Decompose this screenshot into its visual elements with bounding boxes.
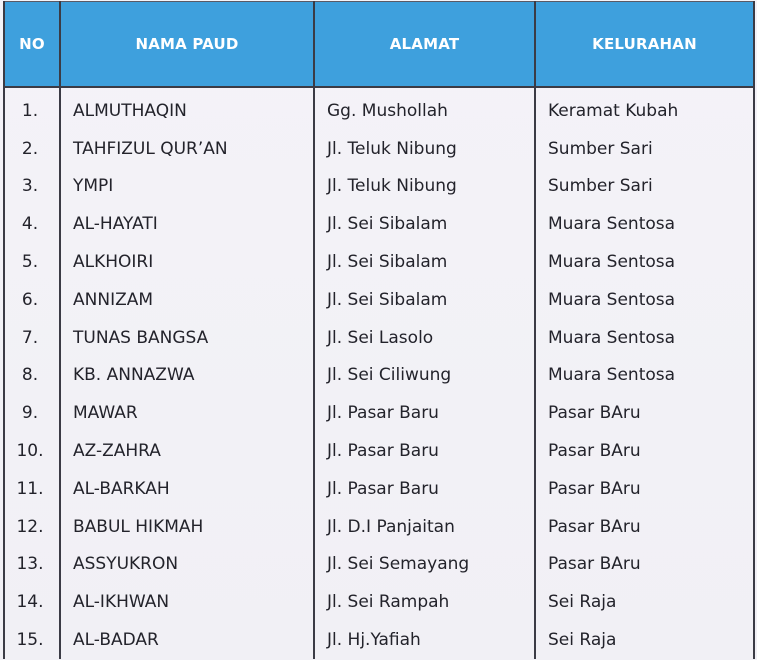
- nama-paud-cell: AL-BARKAH: [60, 470, 314, 508]
- table-header: [4, 2, 754, 88]
- row-number-cell: 5.: [4, 243, 60, 281]
- table-row: [4, 281, 754, 319]
- kelurahan-cell: Pasar BAru: [535, 394, 754, 432]
- kelurahan-cell: Pasar BAru: [535, 546, 754, 584]
- table-row: [4, 432, 754, 470]
- row-number-cell: 11.: [4, 470, 60, 508]
- row-number-cell: 8.: [4, 357, 60, 395]
- nama-paud-cell: TUNAS BANGSA: [60, 319, 314, 357]
- alamat-cell: Jl. Teluk Nibung: [314, 168, 535, 206]
- nama-paud-cell: KB. ANNAZWA: [60, 357, 314, 395]
- alamat-cell: Gg. Mushollah: [314, 87, 535, 130]
- alamat-cell: Jl. Sei Sibalam: [314, 243, 535, 281]
- nama-paud-cell: YMPI: [60, 168, 314, 206]
- alamat-cell: Jl. Pasar Baru: [314, 394, 535, 432]
- alamat-cell: Jl. D.I Panjaitan: [314, 508, 535, 546]
- header-nama-paud: NAMA PAUD: [60, 2, 314, 88]
- alamat-cell: Jl. Hj.Yafiah: [314, 621, 535, 659]
- header-alamat: ALAMAT: [314, 2, 535, 88]
- table-row: [4, 470, 754, 508]
- kelurahan-cell: Pasar BAru: [535, 508, 754, 546]
- table-row: [4, 87, 754, 130]
- alamat-cell: Jl. Sei Sibalam: [314, 205, 535, 243]
- nama-paud-cell: ALKHOIRI: [60, 243, 314, 281]
- alamat-cell: Jl. Sei Sibalam: [314, 281, 535, 319]
- row-number-cell: 3.: [4, 168, 60, 206]
- header-kelurahan: KELURAHAN: [535, 2, 754, 88]
- kelurahan-cell: Muara Sentosa: [535, 319, 754, 357]
- kelurahan-cell: Muara Sentosa: [535, 243, 754, 281]
- kelurahan-cell: Sumber Sari: [535, 130, 754, 168]
- table-row: [4, 130, 754, 168]
- alamat-cell: Jl. Pasar Baru: [314, 432, 535, 470]
- table-row: [4, 583, 754, 621]
- kelurahan-cell: Sumber Sari: [535, 168, 754, 206]
- table-row: [4, 319, 754, 357]
- nama-paud-cell: ANNIZAM: [60, 281, 314, 319]
- nama-paud-cell: TAHFIZUL QUR’AN: [60, 130, 314, 168]
- table-row: [4, 508, 754, 546]
- table-row: [4, 357, 754, 395]
- row-number-cell: 7.: [4, 319, 60, 357]
- nama-paud-cell: AL-BADAR: [60, 621, 314, 659]
- row-number-cell: 9.: [4, 394, 60, 432]
- nama-paud-cell: AZ-ZAHRA: [60, 432, 314, 470]
- header-no: NO: [4, 2, 60, 88]
- kelurahan-cell: Keramat Kubah: [535, 87, 754, 130]
- paud-table: [3, 1, 755, 659]
- table-row: [4, 621, 754, 659]
- row-number-cell: 15.: [4, 621, 60, 659]
- alamat-cell: Jl. Teluk Nibung: [314, 130, 535, 168]
- row-number-cell: 14.: [4, 583, 60, 621]
- table-row: [4, 546, 754, 584]
- table-row: [4, 168, 754, 206]
- kelurahan-cell: Muara Sentosa: [535, 281, 754, 319]
- nama-paud-cell: AL-HAYATI: [60, 205, 314, 243]
- table-row: [4, 394, 754, 432]
- row-number-cell: 1.: [4, 87, 60, 130]
- nama-paud-cell: MAWAR: [60, 394, 314, 432]
- row-number-cell: 12.: [4, 508, 60, 546]
- table-row: [4, 205, 754, 243]
- header-row: [4, 2, 754, 88]
- alamat-cell: Jl. Sei Ciliwung: [314, 357, 535, 395]
- alamat-cell: Jl. Pasar Baru: [314, 470, 535, 508]
- kelurahan-cell: Pasar BAru: [535, 432, 754, 470]
- table-body: [4, 87, 754, 659]
- alamat-cell: Jl. Sei Semayang: [314, 546, 535, 584]
- kelurahan-cell: Muara Sentosa: [535, 205, 754, 243]
- kelurahan-cell: Muara Sentosa: [535, 357, 754, 395]
- nama-paud-cell: AL-IKHWAN: [60, 583, 314, 621]
- row-number-cell: 10.: [4, 432, 60, 470]
- alamat-cell: Jl. Sei Rampah: [314, 583, 535, 621]
- row-number-cell: 2.: [4, 130, 60, 168]
- nama-paud-cell: ASSYUKRON: [60, 546, 314, 584]
- alamat-cell: Jl. Sei Lasolo: [314, 319, 535, 357]
- table-bottom-edge: [3, 655, 753, 660]
- kelurahan-cell: Pasar BAru: [535, 470, 754, 508]
- row-number-cell: 4.: [4, 205, 60, 243]
- row-number-cell: 13.: [4, 546, 60, 584]
- kelurahan-cell: Sei Raja: [535, 621, 754, 659]
- row-number-cell: 6.: [4, 281, 60, 319]
- nama-paud-cell: ALMUTHAQIN: [60, 87, 314, 130]
- kelurahan-cell: Sei Raja: [535, 583, 754, 621]
- nama-paud-cell: BABUL HIKMAH: [60, 508, 314, 546]
- table-row: [4, 243, 754, 281]
